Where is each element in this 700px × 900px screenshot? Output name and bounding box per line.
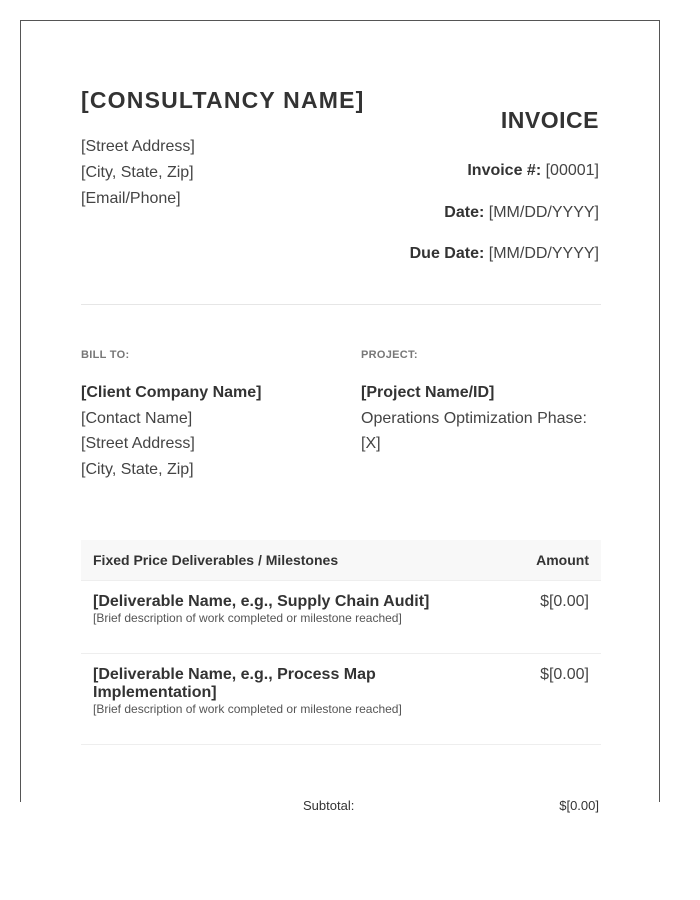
- invoice-due-value: [MM/DD/YYYY]: [488, 245, 599, 262]
- invoice-due-label: Due Date:: [409, 245, 485, 262]
- invoice-number-value: [00001]: [545, 162, 599, 179]
- deliverable-amount: $[0.00]: [540, 593, 589, 610]
- project-name: [Project Name/ID]: [361, 384, 495, 401]
- invoice-title: INVOICE: [500, 107, 599, 133]
- deliverable-description: [Brief description of work completed or milestone reached]: [93, 611, 402, 625]
- company-street: [Street Address]: [81, 138, 195, 155]
- client-contact-name: [Contact Name]: [81, 410, 193, 427]
- invoice-number-label: Invoice #:: [467, 162, 542, 179]
- client-street: [Street Address]: [81, 435, 195, 452]
- header-amount: Amount: [536, 552, 589, 568]
- subtotal-label: Subtotal:: [303, 798, 355, 813]
- deliverable-description: [Brief description of work completed or milestone reached]: [93, 702, 402, 716]
- client-city: [City, State, Zip]: [81, 461, 194, 478]
- client-company-name: [Client Company Name]: [81, 384, 262, 401]
- deliverables-table: [81, 540, 601, 745]
- bill-to-label: BILL TO:: [81, 349, 130, 361]
- company-name: [CONSULTANCY NAME]: [81, 87, 365, 113]
- table-row: [81, 581, 601, 654]
- invoice-date-value: [MM/DD/YYYY]: [488, 204, 599, 221]
- deliverable-name: [93, 666, 453, 717]
- invoice-date: [444, 204, 599, 222]
- deliverable-title: [Deliverable Name, e.g., Process Map Implementation]: [93, 666, 376, 701]
- invoice-date-label: Date:: [444, 204, 485, 221]
- project-phase: Operations Optimization Phase:: [361, 410, 587, 427]
- deliverable-title: [Deliverable Name, e.g., Supply Chain Audit]: [93, 593, 430, 610]
- table-row: [81, 654, 601, 745]
- deliverable-name: [93, 593, 453, 626]
- invoice-page: [20, 20, 660, 813]
- deliverable-amount: $[0.00]: [540, 666, 589, 683]
- invoice-due-date: [410, 245, 599, 263]
- project-phase-value: [X]: [361, 435, 381, 452]
- company-city: [City, State, Zip]: [81, 164, 194, 181]
- company-contact: [Email/Phone]: [81, 190, 181, 207]
- table-header: [81, 540, 601, 581]
- header-divider: [81, 304, 601, 305]
- project-label: PROJECT:: [361, 349, 418, 361]
- invoice-number: [467, 162, 599, 180]
- header-deliverables: Fixed Price Deliverables / Milestones: [93, 552, 339, 568]
- subtotal-value: $[0.00]: [559, 798, 599, 813]
